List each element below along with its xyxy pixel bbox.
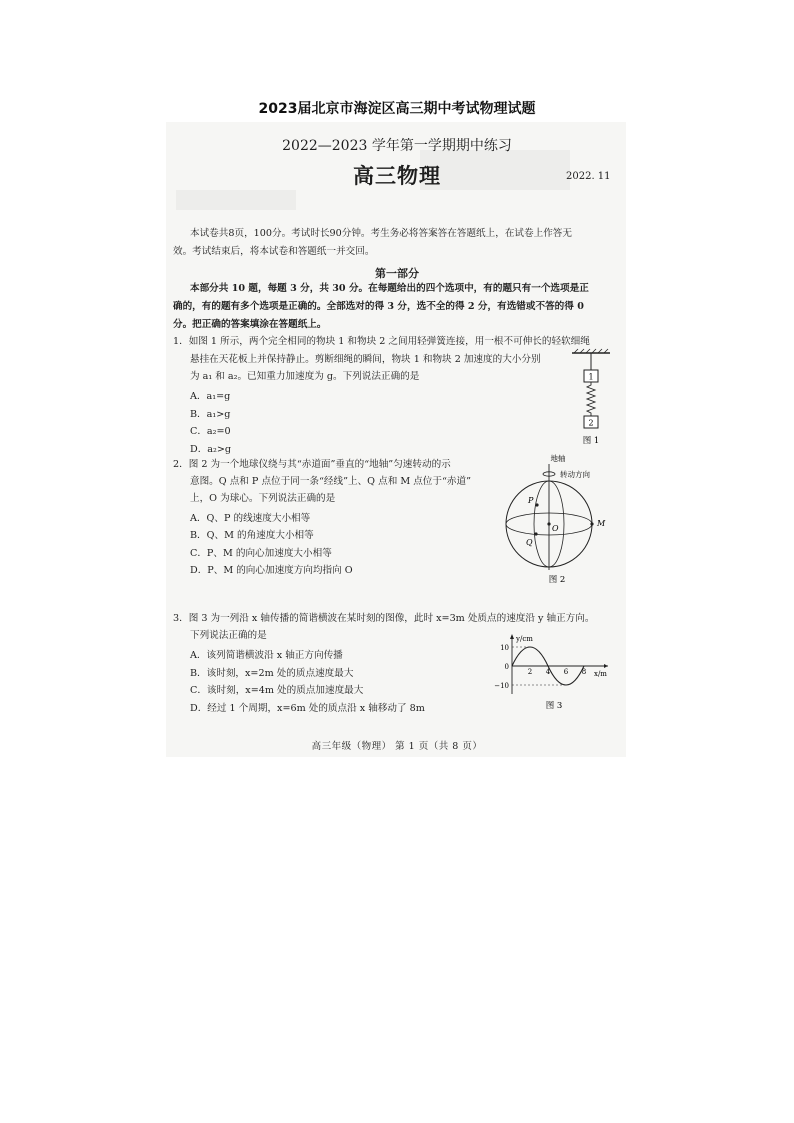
q2-option-b: B．Q、M 的角速度大小相等 [190, 530, 314, 541]
q1-option-c: C．a₂=0 [190, 426, 231, 437]
q2-option-a: A．Q、P 的线速度大小相等 [190, 513, 311, 524]
instruction-line-1: 本试卷共8页，100分。考试时长90分钟。考生务必将答案答在答题纸上，在试卷上作答无 [190, 228, 572, 239]
page-footer: 高三年级（物理） 第 1 页（共 8 页） [311, 741, 483, 752]
exam-title: 高三物理 [353, 163, 441, 188]
figure-2-globe [500, 452, 616, 588]
figure-2-caption: 图 2 [548, 575, 566, 585]
block-2-label: 2 [588, 418, 594, 428]
bleed-through [176, 190, 296, 210]
y-axis-label: y/cm [516, 635, 533, 643]
center-point [547, 522, 550, 525]
y-axis-arrow [510, 634, 514, 639]
point-q-label: Q [526, 538, 533, 547]
x-axis-label: x/m [594, 670, 607, 678]
rotation-direction-label: 转动方向 [560, 470, 590, 479]
x-tick-4: 4 [545, 668, 551, 676]
q1-stem-2: 悬挂在天花板上并保持静止。剪断细绳的瞬间，物块 1 和物块 2 加速度的大小分别 [190, 354, 541, 365]
figure-1 [566, 348, 616, 446]
point-m-label: M [597, 519, 606, 528]
q3-stem-1: 3．图 3 为一列沿 x 轴传播的简谐横波在某时刻的图像，此时 x=3m 处质点的速度沿 y 轴正方向。 [173, 613, 595, 624]
x-tick-8: 8 [581, 668, 587, 676]
document-title: 2023届北京市海淀区高三期中考试物理试题 [258, 101, 536, 117]
part-heading: 第一部分 [375, 267, 419, 280]
y-tick-0: 0 [504, 663, 509, 671]
q1-option-a: A．a₁=g [190, 391, 231, 402]
x-tick-6: 6 [563, 668, 569, 676]
q1-option-d: D．a₂>g [190, 444, 232, 455]
part-intro-2: 确的，有的题有多个选项是正确的。全部选对的得 3 分，选不全的得 2 分，有选错或不答的得 0 [173, 301, 584, 312]
figure-1-caption: 图 1 [582, 436, 600, 446]
point-p [535, 503, 538, 506]
q3-option-d: D．经过 1 个周期，x=6m 处的质点沿 x 轴移动了 8m [190, 703, 425, 714]
figure-3-wave [496, 632, 614, 714]
spring [587, 382, 595, 416]
q3-stem-2: 下列说法正确的是 [190, 630, 267, 641]
y-tick-10: 10 [500, 644, 509, 652]
q2-stem-1: 2．图 2 为一个地球仪绕与其“赤道面”垂直的“地轴”匀速转动的示 [173, 459, 451, 470]
earth-axis-label: 地轴 [550, 454, 566, 463]
x-tick-2: 2 [527, 668, 533, 676]
point-p-label: P [528, 496, 534, 505]
q1-option-b: B．a₁>g [190, 409, 231, 420]
point-q [534, 532, 537, 535]
q1-stem-1: 1．如图 1 所示，两个完全相同的物块 1 和物块 2 之间用轻弹簧连接，用一根不可伸长的轻软细绳 [173, 336, 590, 347]
q2-option-d: D．P、M 的向心加速度方向均指向 O [190, 565, 353, 576]
exam-subtitle: 2022—2023 学年第一学期期中练习 [282, 138, 512, 154]
q3-option-c: C．该时刻，x=4m 处的质点加速度最大 [190, 685, 364, 696]
figure-3-caption: 图 3 [545, 701, 563, 711]
y-tick-minus-10: −10 [494, 682, 509, 690]
part-intro-1: 本部分共 10 题，每题 3 分，共 30 分。在每题给出的四个选项中，有的题只有一个选项是正 [190, 283, 589, 294]
block-1-label: 1 [588, 372, 594, 382]
q2-stem-2: 意图。Q 点和 P 点位于同一条“经线”上、Q 点和 M 点位于“赤道” [190, 476, 471, 487]
q1-stem-3: 为 a₁ 和 a₂。已知重力加速度为 g。下列说法正确的是 [190, 371, 420, 382]
point-o-label: O [552, 524, 559, 533]
point-m [590, 522, 593, 525]
x-axis-arrow [604, 664, 608, 668]
part-intro-3: 分。把正确的答案填涂在答题纸上。 [173, 319, 327, 330]
q2-option-c: C．P、M 的向心加速度大小相等 [190, 548, 332, 559]
q2-stem-3: 上，O 为球心。下列说法正确的是 [190, 493, 336, 504]
q3-option-b: B．该时刻，x=2m 处的质点速度最大 [190, 668, 354, 679]
exam-date: 2022. 11 [566, 171, 611, 182]
q3-option-a: A．该列简谐横波沿 x 轴正方向传播 [190, 650, 343, 661]
instruction-line-2: 效。考试结束后，将本试卷和答题纸一并交回。 [173, 246, 375, 257]
